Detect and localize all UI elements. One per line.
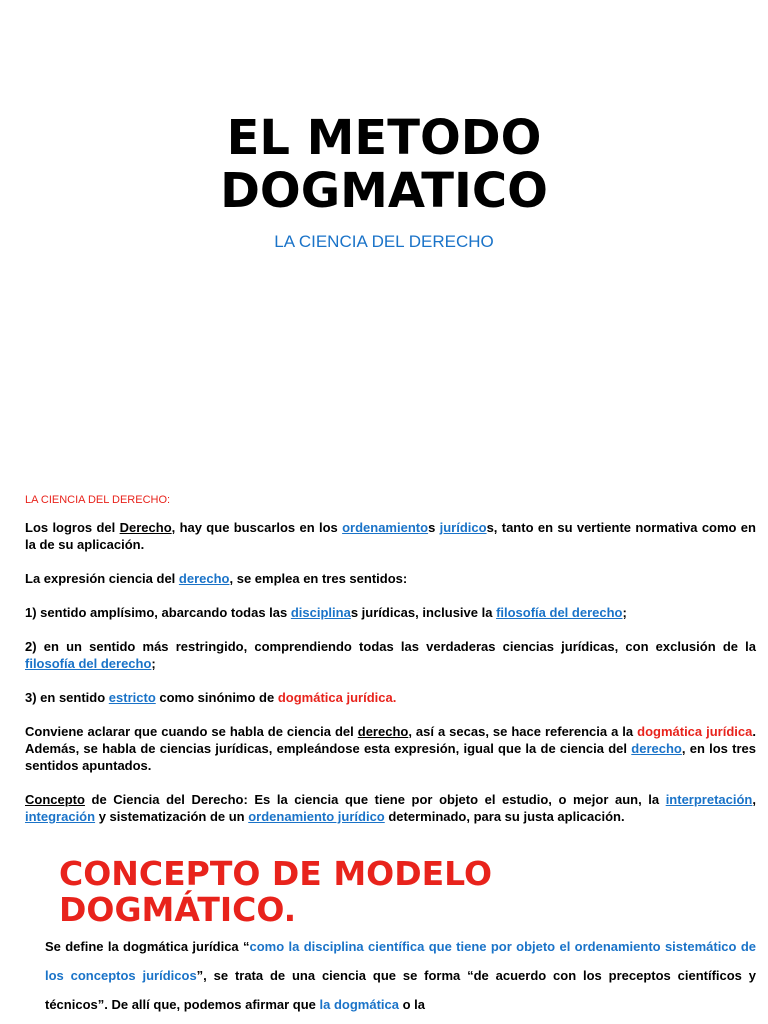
title-line-1: EL METODO (226, 110, 542, 166)
document-subtitle: LA CIENCIA DEL DERECHO (274, 232, 494, 251)
paragraph-concepto (25, 791, 756, 825)
derecho-link[interactable]: Derecho (119, 520, 172, 535)
document-title (0, 112, 768, 218)
text: 3) en sentido (25, 690, 109, 705)
section-heading: LA CIENCIA DEL DERECHO: (25, 494, 171, 506)
derecho-link[interactable]: derecho (178, 571, 230, 586)
paragraph-sentido-2 (25, 638, 756, 672)
text: o la (399, 997, 426, 1012)
integracion-link[interactable]: integración (25, 809, 96, 824)
text: ; (622, 605, 627, 620)
concept-heading (59, 856, 749, 928)
text: y sistematización de un (95, 809, 249, 824)
filosofia-derecho-link[interactable]: filosofía del derecho (496, 605, 623, 620)
concept-heading-line-1: CONCEPTO DE MODELO (59, 854, 493, 893)
text: Se define la dogmática jurídica “ (45, 939, 250, 954)
text: , en los tres sentidos apuntados. (25, 741, 757, 773)
text: La expresión ciencia del (25, 571, 179, 586)
interpretacion-link[interactable]: interpretación (665, 792, 753, 807)
dogmatica-juridica-text: dogmática jurídica (637, 724, 753, 739)
definition-quote: como la disciplina científica que tiene por objeto el ordenamiento sistemático de los conceptos jurídicos (45, 939, 756, 983)
text: 1) sentido amplísimo, abarcando todas las (25, 605, 291, 620)
text: ”, se trata de una ciencia que se forma “de acuerdo con los preceptos científicos y técnicos”. De allí que, podemos afirmar que (45, 968, 756, 1012)
definition-paragraph (45, 932, 756, 1019)
text: , así a secas, se hace referencia a la (408, 724, 638, 739)
juridico-link[interactable]: jurídico (439, 520, 487, 535)
la-dogmatica-text: la dogmática (319, 997, 399, 1012)
paragraph-sentido-3 (25, 689, 756, 706)
ordenamiento-link[interactable]: ordenamiento (342, 520, 429, 535)
text: como sinónimo de (155, 690, 278, 705)
text: . Además, se habla de ciencias jurídicas, empleándose esta expresión, igual que la de ciencia del (25, 724, 756, 756)
ordenamiento-juridico-link[interactable]: ordenamiento jurídico (248, 809, 385, 824)
text: ; (151, 656, 156, 671)
derecho-link[interactable]: derecho (357, 724, 409, 739)
estricto-link[interactable]: estricto (108, 690, 156, 705)
concepto-link[interactable]: Concepto (25, 792, 85, 807)
disciplina-link[interactable]: disciplina (290, 605, 351, 620)
text: determinado, para su justa aplicación. (384, 809, 625, 824)
text: , (752, 792, 756, 807)
paragraph-expresion (25, 570, 756, 587)
derecho-link[interactable]: derecho (631, 741, 682, 756)
text: s jurídicas, inclusive la (350, 605, 497, 620)
text: de Ciencia del Derecho: Es la ciencia que tiene por objeto el estudio, o mejor aun, la (84, 792, 666, 807)
paragraph-sentido-1 (25, 604, 756, 621)
text: s, tanto en su vertiente normativa como en la de su aplicación. (25, 520, 756, 552)
filosofia-derecho-link[interactable]: filosofía del derecho (25, 656, 152, 671)
title-line-2: DOGMATICO (220, 163, 548, 219)
paragraph-conviene (25, 723, 756, 774)
paragraph-logros (25, 519, 756, 553)
text: Conviene aclarar que cuando se habla de ciencia del (25, 724, 358, 739)
text: , se emplea en tres sentidos: (229, 571, 408, 586)
text: 2) en un sentido más restringido, comprendiendo todas las verdaderas ciencias jurídicas, con exclusión de la (25, 639, 756, 654)
text: , hay que buscarlos en los (171, 520, 343, 535)
text: Los logros del (25, 520, 120, 535)
main-content (25, 492, 756, 839)
dogmatica-juridica-text: dogmática jurídica. (277, 690, 397, 705)
concept-heading-line-2: DOGMÁTICO. (59, 890, 297, 929)
text: s (428, 520, 440, 535)
